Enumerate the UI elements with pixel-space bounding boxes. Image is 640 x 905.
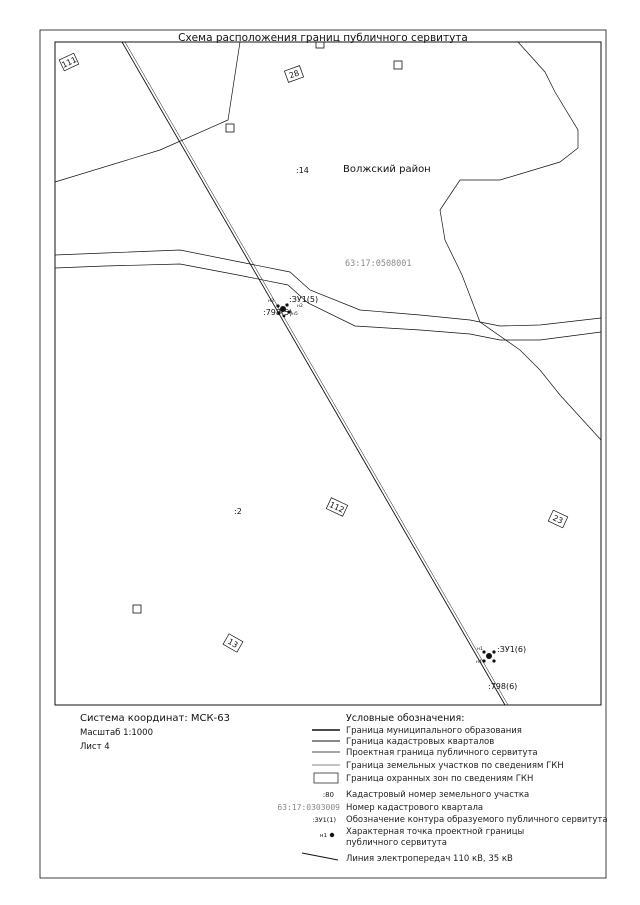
- map-title: Схема расположения границ публичного сервитута: [178, 32, 468, 44]
- legend-servitude-label: Проектная граница публичного сервитута: [346, 748, 538, 758]
- map-frame: [55, 42, 601, 705]
- municipal-boundary-north: [55, 42, 240, 182]
- crs-label: Система координат: МСК-63: [80, 713, 230, 724]
- sheet-label: Лист 4: [80, 742, 110, 752]
- svg-text:111: 111: [60, 55, 79, 70]
- contour-label-798-6: :798(6): [488, 682, 518, 691]
- legend-contour-sample: :ЗУ1(1): [312, 816, 336, 824]
- svg-text:13: 13: [226, 636, 240, 650]
- legend-zones-label: Граница охранных зон по сведениям ГКН: [346, 774, 534, 784]
- power-line-main: [122, 42, 505, 705]
- legend-quarters-label: Граница кадастровых кварталов: [346, 737, 495, 747]
- zone-marker-3: [133, 605, 141, 613]
- parcel-23: [548, 510, 568, 528]
- legend-point-symbol: [330, 833, 334, 837]
- legend-power-symbol: [302, 853, 338, 860]
- legend: [277, 713, 607, 864]
- legend-zones-symbol: [314, 773, 338, 783]
- zone-marker-2: [226, 124, 234, 132]
- svg-text:н2: н2: [297, 304, 303, 309]
- parcel-14-label: :14: [296, 166, 309, 175]
- svg-text:н4: н4: [476, 660, 482, 665]
- parcel-112: [326, 498, 347, 516]
- zone-marker-1: [394, 61, 402, 69]
- district-label: Волжский район: [343, 164, 431, 175]
- legend-cad-label: Кадастровый номер земельного участка: [346, 790, 530, 800]
- road-edge-north: [55, 250, 601, 326]
- legend-point-sample: н1: [319, 833, 327, 839]
- svg-text:н3: н3: [268, 299, 274, 304]
- power-line-parallel: [125, 42, 508, 705]
- legend-contour-label: Обозначение контура образуемого публичного сервитута: [346, 815, 608, 825]
- legend-quarter-sample: 63:17:0303009: [277, 803, 340, 812]
- legend-municipal-label: Граница муниципального образования: [346, 726, 522, 736]
- road-edge-south: [55, 264, 601, 340]
- quarter-label: 63:17:0508001: [345, 259, 412, 269]
- parcel-2-label: :2: [234, 507, 242, 516]
- svg-text:н1: н1: [477, 647, 483, 652]
- parcel-111: [59, 53, 79, 71]
- legend-point-label: Характерная точка проектной границы: [346, 827, 525, 837]
- contour-label-798-5: :798(5): [263, 308, 293, 317]
- legend-cad-sample: :80: [322, 791, 334, 799]
- scale-label: Масштаб 1:1000: [80, 728, 154, 738]
- legend-power-label: Линия электропередач 110 кВ, 35 кВ: [346, 854, 513, 864]
- parcel-13: [223, 634, 243, 652]
- contour-label-zu6: :ЗУ1(6): [497, 645, 527, 654]
- contour-label-zu5: :ЗУ1(5): [289, 295, 319, 304]
- legend-point-label-2: публичного сервитута: [346, 838, 447, 848]
- zone-markers: [133, 42, 402, 613]
- legend-quarter-label: Номер кадастрового квартала: [346, 803, 484, 813]
- svg-text:28: 28: [287, 68, 301, 81]
- parcel-28: [284, 66, 303, 83]
- municipal-boundary-east: [440, 42, 601, 440]
- legend-parcels-label: Граница земельных участков по сведениям ГКН: [346, 761, 564, 771]
- svg-text:112: 112: [327, 500, 346, 515]
- legend-title: Условные обозначения:: [346, 713, 465, 724]
- boundary-lines: [55, 42, 601, 440]
- contour-cluster-5: [263, 295, 318, 317]
- svg-text:23: 23: [551, 513, 565, 526]
- svg-text:н5: н5: [292, 312, 298, 317]
